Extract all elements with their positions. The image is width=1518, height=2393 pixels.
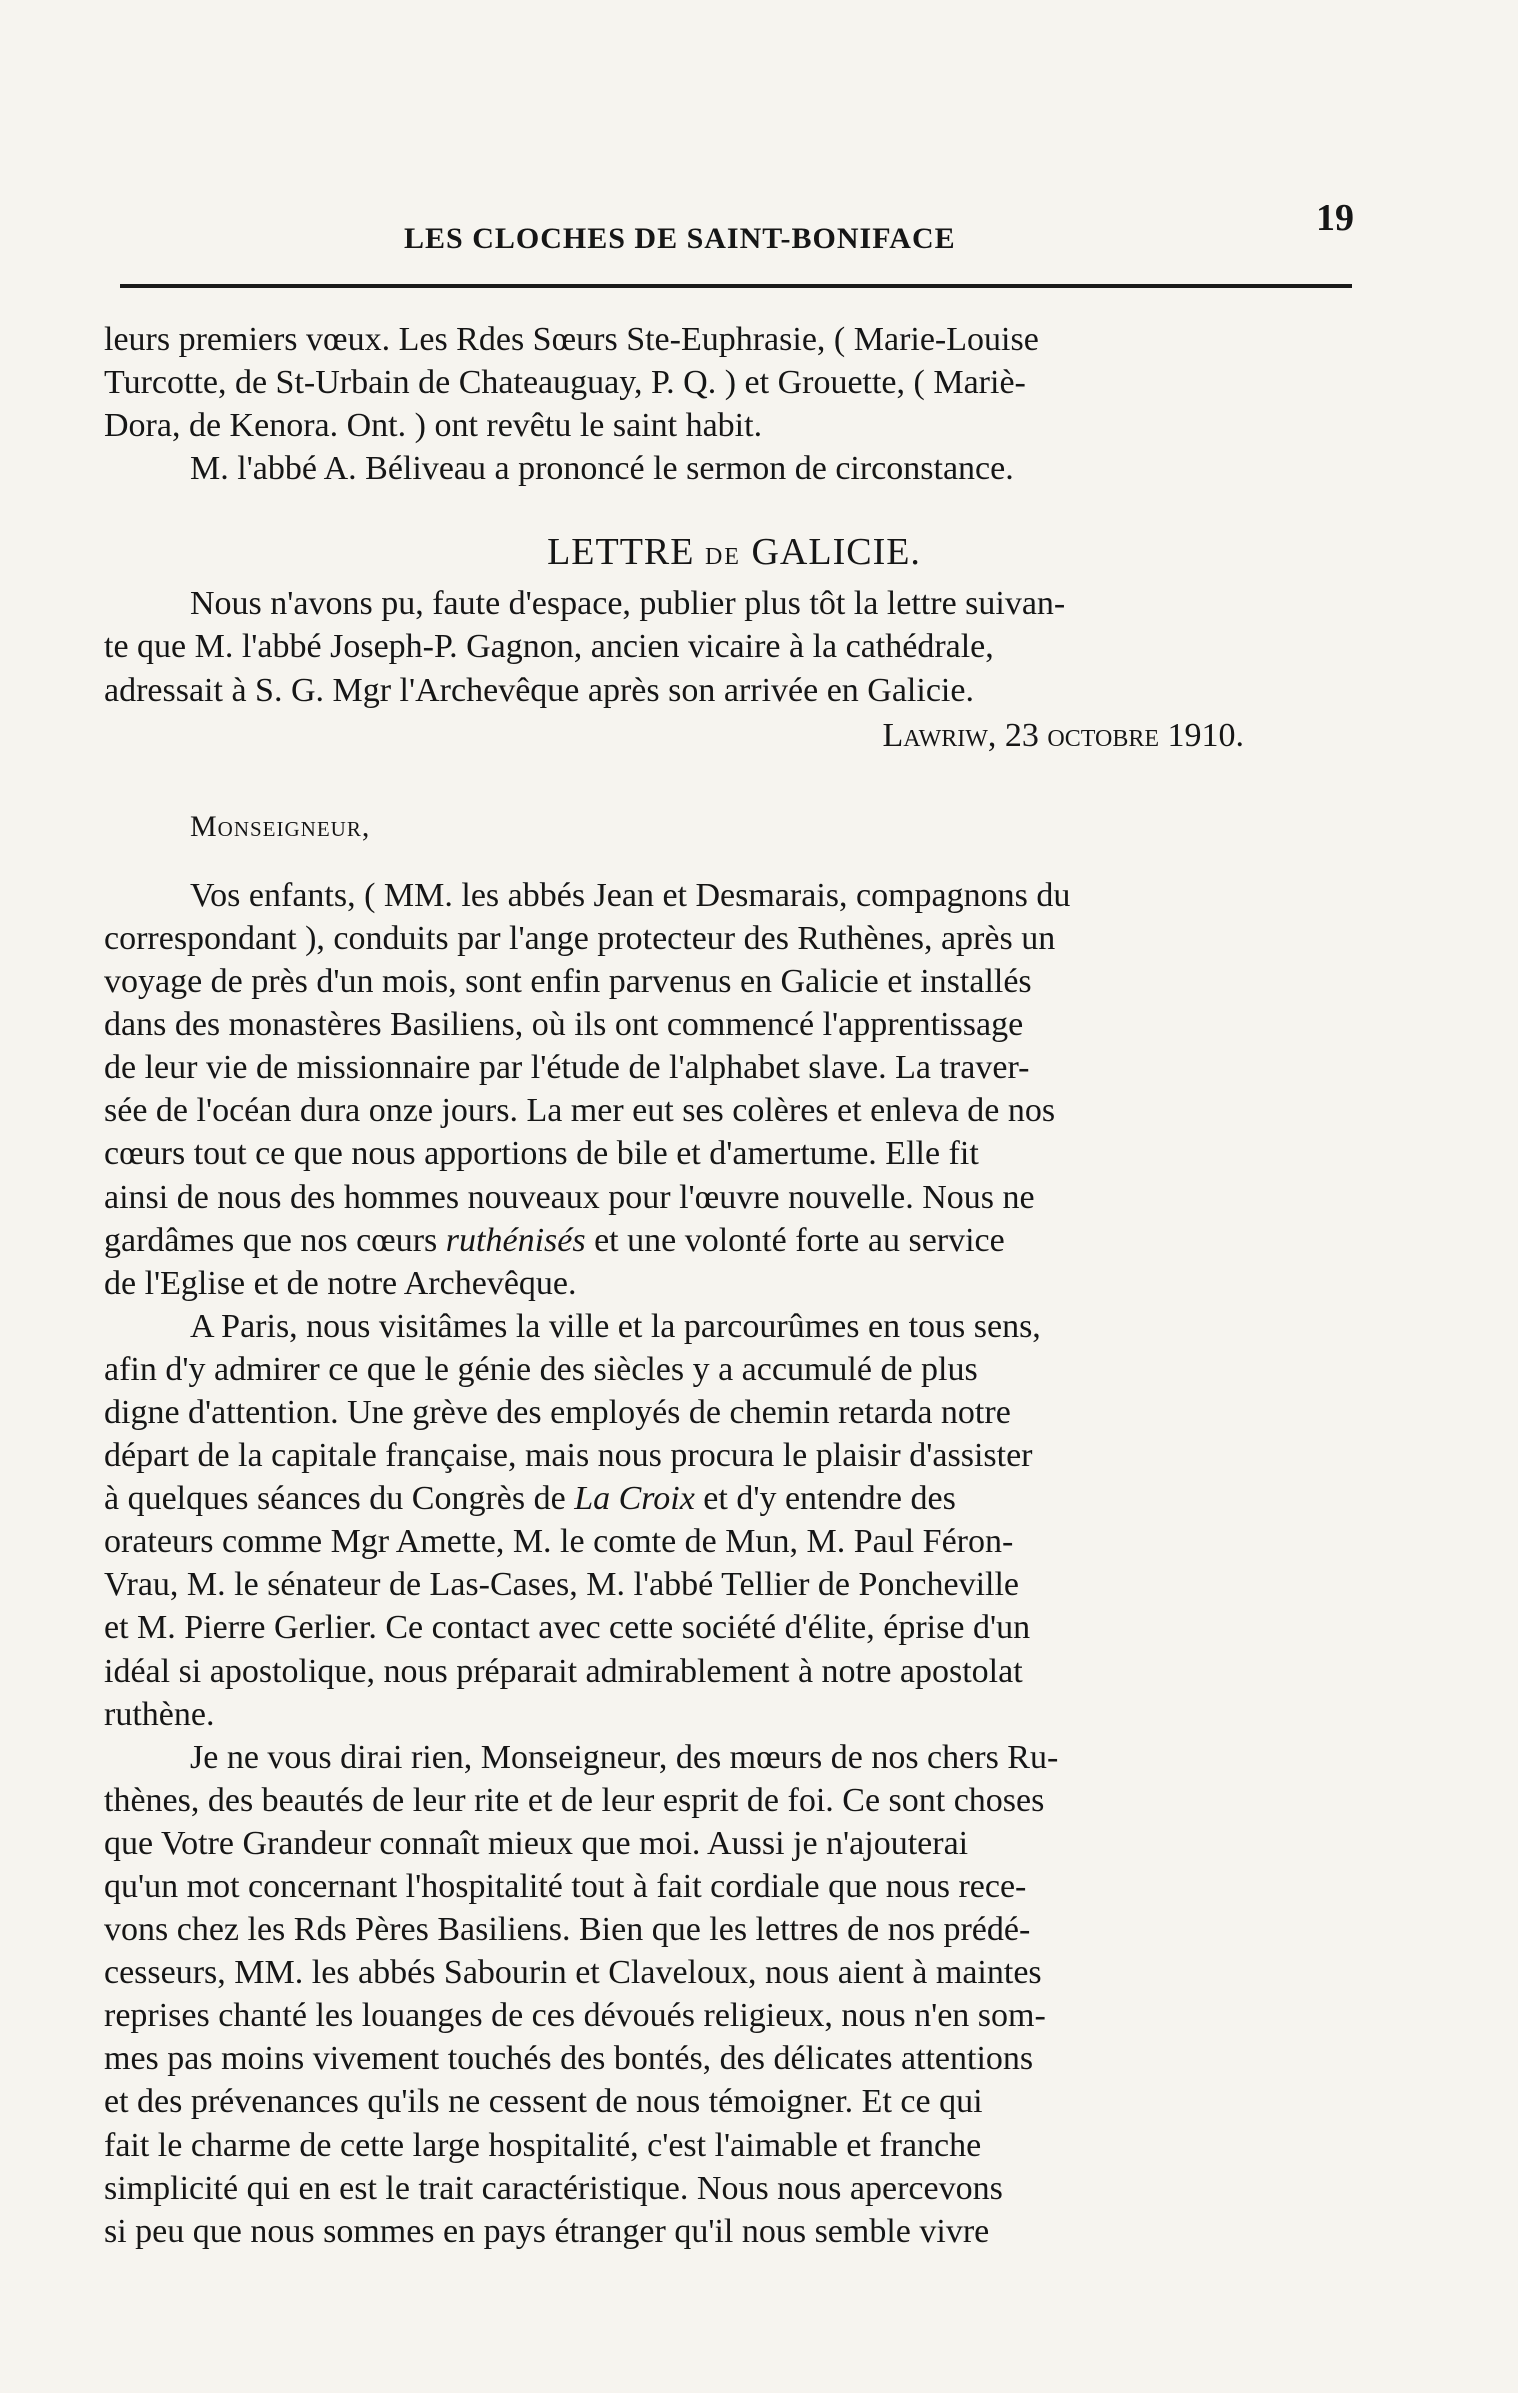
- text-line: que Votre Grandeur connaît mieux que moi. Aussi je n'ajouterai: [104, 1824, 969, 1862]
- text-line: [104, 1219, 1364, 1262]
- text-line: Vrau, M. le sénateur de Las-Cases, M. l'abbé Tellier de Poncheville: [104, 1566, 1020, 1604]
- text-fragment: à quelques séances du Congrès de: [104, 1480, 575, 1518]
- text-line: correspondant ), conduits par l'ange protecteur des Ruthènes, après un: [104, 919, 1056, 957]
- text-line: simplicité qui en est le trait caractéristique. Nous nous apercevons: [104, 2169, 1003, 2207]
- text-line: si peu que nous sommes en pays étranger qu'il nous semble vivre: [104, 2212, 990, 2250]
- text-line: digne d'attention. Une grève des employés de chemin retarda notre: [104, 1393, 1011, 1431]
- heading-part: LETTRE: [547, 531, 705, 574]
- text-line: voyage de près d'un mois, sont enfin parvenus en Galicie et installés: [104, 963, 1032, 1001]
- section-heading: [104, 522, 1364, 582]
- text-line: Dora, de Kenora. Ont. ) ont revêtu le saint habit.: [104, 407, 763, 445]
- text-line: de leur vie de missionnaire par l'étude de l'alphabet slave. La traver-: [104, 1049, 1030, 1087]
- heading-part: GALICIE.: [740, 531, 921, 574]
- text-line: Turcotte, de St-Urbain de Chateauguay, P. Q. ) et Grouette, ( Mariè-: [104, 364, 1026, 402]
- italic-title: La Croix: [574, 1480, 695, 1518]
- text-line: M. l'abbé A. Béliveau a prononcé le sermon de circonstance.: [190, 450, 1014, 488]
- heading-part: DE: [704, 544, 741, 571]
- text-fragment: gardâmes que nos cœurs: [104, 1221, 446, 1259]
- italic-word: ruthénisés: [445, 1221, 586, 1259]
- text-line: sée de l'océan dura onze jours. La mer eut ses colères et enleva de nos: [104, 1092, 1056, 1130]
- text-line: Je ne vous dirai rien, Monseigneur, des mœurs de nos chers Ru-: [190, 1738, 1059, 1776]
- text-line: leurs premiers vœux. Les Rdes Sœurs Ste-Euphrasie, ( Marie-Louise: [104, 321, 1039, 358]
- text-line: de l'Eglise et de notre Archevêque.: [104, 1264, 577, 1302]
- text-line: fait le charme de cette large hospitalité, c'est l'aimable et franche: [104, 2126, 982, 2164]
- text-fragment: et d'y entendre des: [694, 1480, 956, 1518]
- text-line: Vos enfants, ( MM. les abbés Jean et Desmarais, compagnons du: [190, 876, 1071, 914]
- text-line: qu'un mot concernant l'hospitalité tout à fait cordiale que nous rece-: [104, 1868, 1027, 1905]
- page-body: [104, 318, 1364, 2253]
- text-line: ruthène.: [104, 1695, 215, 1733]
- header-rule: [120, 284, 1352, 288]
- running-title: LES CLOCHES DE SAINT-BONIFACE: [404, 222, 956, 255]
- text-line: thènes, des beautés de leur rite et de leur esprit de foi. Ce sont choses: [104, 1781, 1045, 1819]
- text-line: départ de la capitale française, mais nous procura le plaisir d'assister: [104, 1437, 1033, 1475]
- text-fragment: et une volonté forte au service: [585, 1221, 1005, 1259]
- text-line: adressait à S. G. Mgr l'Archevêque après son arrivée en Galicie.: [104, 671, 974, 709]
- text-line: afin d'y admirer ce que le génie des siècles y a accumulé de plus: [104, 1350, 978, 1388]
- text-line: et des prévenances qu'ils ne cessent de nous témoigner. Et ce qui: [104, 2083, 983, 2121]
- text-line: cesseurs, MM. les abbés Sabourin et Claveloux, nous aient à maintes: [104, 1954, 1042, 1992]
- text-line: [104, 1477, 1364, 1520]
- text-line: idéal si apostolique, nous préparait admirablement à notre apostolat: [104, 1652, 1023, 1690]
- text-line: te que M. l'abbé Joseph-P. Gagnon, ancien vicaire à la cathédrale,: [104, 628, 994, 666]
- text-line: ainsi de nous des hommes nouveaux pour l'œuvre nouvelle. Nous ne: [104, 1178, 1035, 1216]
- letter-salutation: Monseigneur,: [190, 809, 371, 843]
- text-line: dans des monastères Basiliens, où ils ont commencé l'apprentissage: [104, 1006, 1024, 1044]
- text-line: mes pas moins vivement touchés des bontés, des délicates attentions: [104, 2040, 1034, 2078]
- text-line: et M. Pierre Gerlier. Ce contact avec cette société d'élite, éprise d'un: [104, 1609, 1031, 1647]
- text-line: reprises chanté les louanges de ces dévoués religieux, nous n'en som-: [104, 1997, 1046, 2035]
- letter-dateline: Lawriw, 23 octobre 1910.: [882, 716, 1244, 754]
- page-header: [104, 196, 1354, 286]
- text-line: cœurs tout ce que nous apportions de bile et d'amertume. Elle fit: [104, 1135, 979, 1173]
- text-line: A Paris, nous visitâmes la ville et la parcourûmes en tous sens,: [190, 1307, 1041, 1345]
- text-line: vons chez les Rds Pères Basiliens. Bien que les lettres de nos prédé-: [104, 1911, 1031, 1949]
- text-line: Nous n'avons pu, faute d'espace, publier plus tôt la lettre suivan-: [190, 585, 1066, 623]
- page-number: 19: [1316, 197, 1354, 239]
- text-line: orateurs comme Mgr Amette, M. le comte de Mun, M. Paul Féron-: [104, 1523, 1014, 1561]
